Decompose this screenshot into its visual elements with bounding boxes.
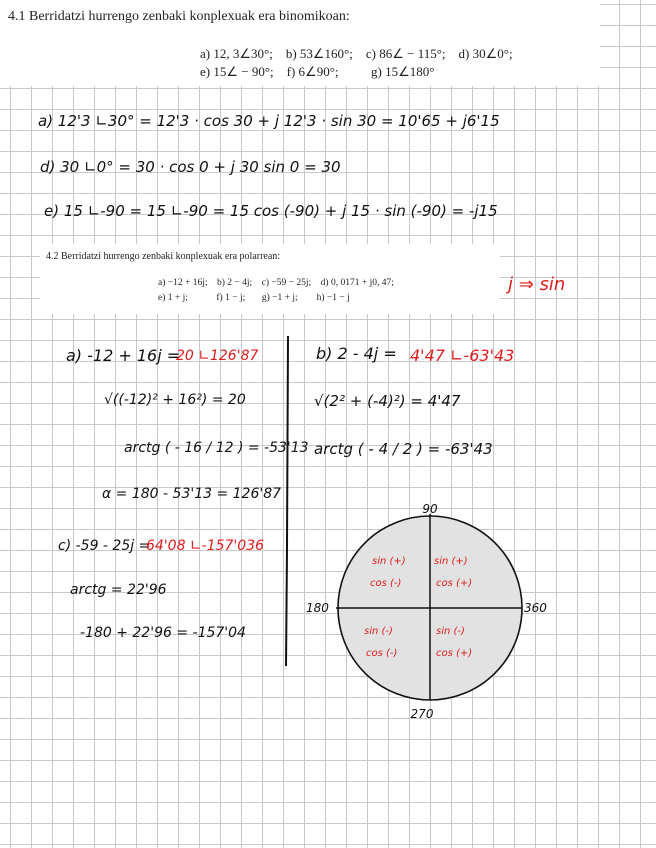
angle-270-label: 270	[410, 707, 434, 721]
q1-sin-label: sin (+)	[434, 556, 468, 567]
exercise-4-1-title: 4.1 Berridatzi hurrengo zenbaki konplexuak era binomikoan:	[8, 9, 350, 24]
q3-sin-label: sin (-)	[364, 626, 393, 637]
q4-cos-label: cos (+)	[436, 648, 473, 659]
exercise-4-1-row-2: e) 15∠ − 90°; f) 6∠90°; g) 15∠180°	[200, 64, 435, 79]
right-b-arctg: arctg ( - 4 / 2 ) = -63'43	[314, 440, 493, 458]
q4-sin-label: sin (-)	[436, 626, 465, 637]
exercise-4-2-row-1: a) −12 + 16j; b) 2 − 4j; c) −59 − 25j; d) 0, 0171 + j0, 47;	[158, 278, 394, 288]
right-b-result: 4'47 ∟-63'43	[410, 346, 515, 365]
q2-sin-label: sin (+)	[372, 556, 406, 567]
hw-4-1-d: d) 30 ∟0° = 30 · cos 0 + j 30 sin 0 = 30	[40, 158, 341, 176]
q3-cos-label: cos (-)	[366, 648, 398, 659]
exercise-4-2-title: 4.2 Berridatzi hurrengo zenbaki konplexuak era polarrean:	[46, 251, 281, 262]
right-b-modulus: √(2² + (-4)²) = 4'47	[314, 392, 461, 410]
left-a-expression: a) -12 + 16j =	[66, 346, 181, 365]
q2-cos-label: cos (-)	[370, 578, 402, 589]
exercise-4-1-panel	[0, 0, 600, 86]
angle-360-label: 360	[524, 601, 547, 615]
left-a-arctg: arctg ( - 16 / 12 ) = -53'13	[124, 440, 309, 456]
unit-circle-diagram	[300, 490, 560, 730]
left-a-modulus: √((-12)² + 16²) = 20	[104, 392, 246, 408]
exercise-4-1-row-1: a) 12, 3∠30°; b) 53∠160°; c) 86∠ − 115°; d) 30∠0°;	[200, 46, 513, 61]
hw-4-1-e: e) 15 ∟-90 = 15 ∟-90 = 15 cos (-90) + j 15 · sin (-90) = -j15	[44, 202, 498, 220]
left-c-expression: c) -59 - 25j =	[58, 538, 151, 554]
left-a-alpha: α = 180 - 53'13 = 126'87	[102, 486, 282, 502]
right-b-expression: b) 2 - 4j =	[316, 344, 397, 363]
column-divider	[280, 336, 294, 666]
left-c-calc: -180 + 22'96 = -157'04	[80, 625, 246, 641]
exercise-4-2-panel	[40, 244, 500, 314]
exercise-4-2-row-2: e) 1 + j; f) 1 − j; g) −1 + j; h) −1 − j	[158, 293, 350, 303]
q1-cos-label: cos (+)	[436, 578, 473, 589]
left-a-result: 20 ∟126'87	[176, 348, 259, 364]
angle-180-label: 180	[306, 601, 329, 615]
left-c-result: 64'08 ∟-157'036	[146, 538, 265, 554]
hw-4-1-a: a) 12'3 ∟30° = 12'3 · cos 30 + j 12'3 · sin 30 = 10'65 + j6'15	[38, 112, 500, 130]
note-j-sin: j ⇒ sin	[508, 274, 566, 295]
angle-90-label: 90	[422, 502, 438, 516]
left-c-arctg: arctg = 22'96	[70, 582, 167, 598]
